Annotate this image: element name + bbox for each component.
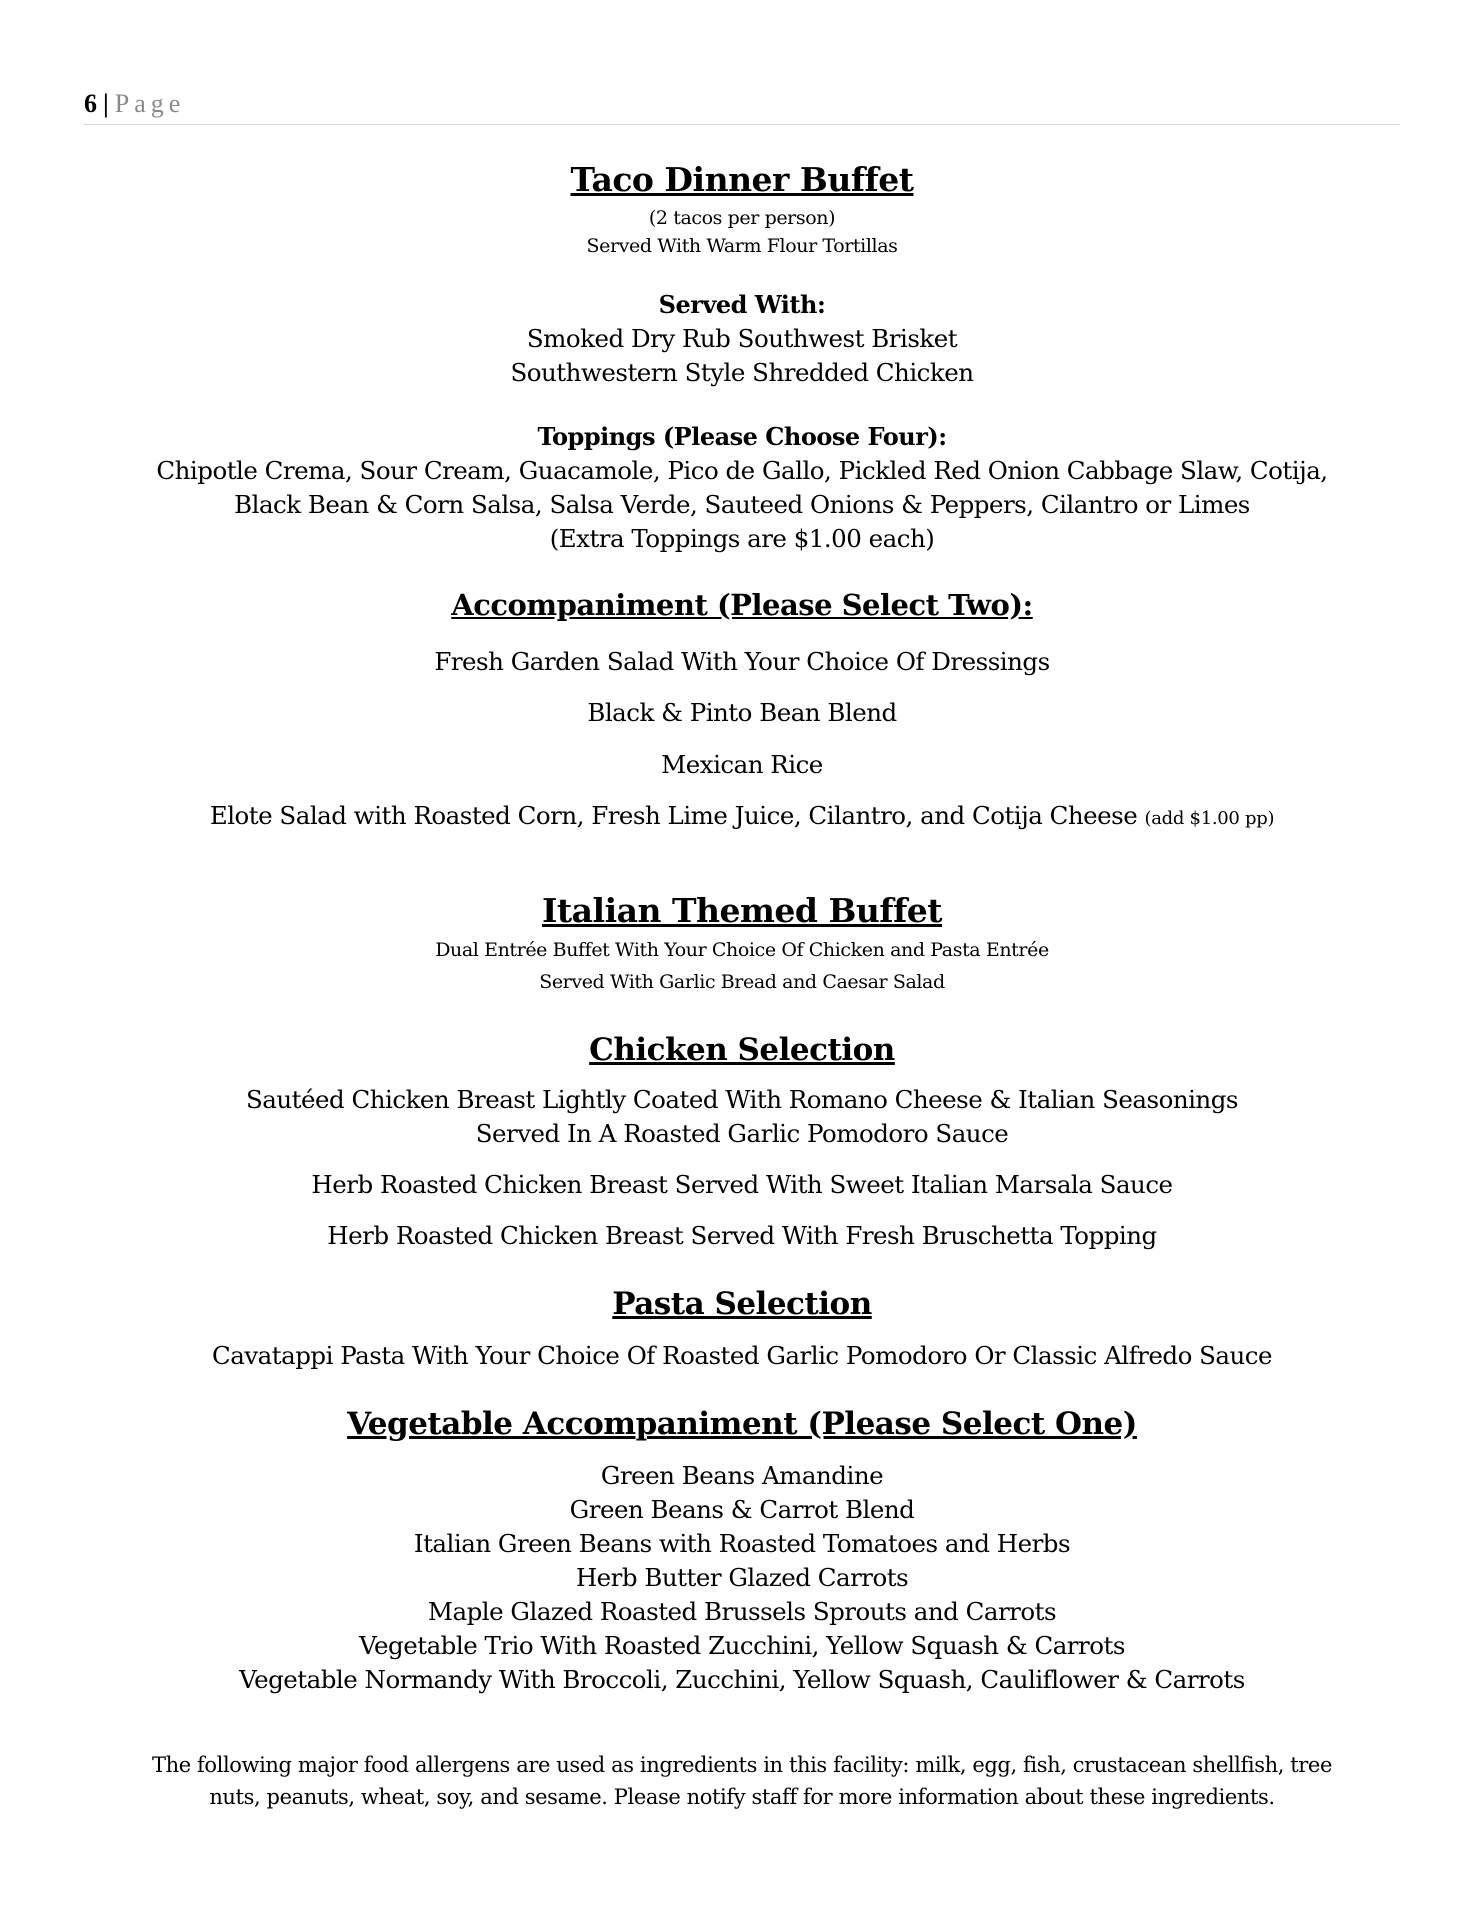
allergen-line: The following major food allergens are used as ingredients in this facility: milk, egg, fish, crustacean shellfish, tree (152, 1753, 1332, 1777)
page-word: Page (114, 89, 186, 118)
italian-title: Italian Themed Buffet (541, 891, 943, 930)
accompaniment-title-block (0, 584, 1484, 626)
italian-subtitle-2: Served With Garlic Bread and Caesar Salad (539, 971, 945, 993)
pasta-item: Cavatappi Pasta With Your Choice Of Roasted Garlic Pomodoro Or Classic Alfredo Sauce (211, 1341, 1273, 1370)
chicken-item-2 (0, 1168, 1484, 1202)
taco-toppings (0, 420, 1484, 556)
taco-subtitle-block (0, 204, 1484, 260)
veg-list (0, 1459, 1484, 1697)
accompaniment-item-3 (0, 748, 1484, 782)
served-item: Southwestern Style Shredded Chicken (510, 358, 974, 387)
chicken-selection-title: Chicken Selection (589, 1032, 895, 1068)
toppings-line: Black Bean & Corn Salsa, Salsa Verde, Sauteed Onions & Peppers, Cilantro or Limes (234, 490, 1250, 519)
toppings-label: Toppings (Please Choose Four): (537, 422, 947, 451)
accompaniment-item: Black & Pinto Bean Blend (587, 698, 897, 727)
toppings-line: Chipotle Crema, Sour Cream, Guacamole, Pico de Gallo, Pickled Red Onion Cabbage Slaw, Cotija, (156, 456, 1328, 485)
header-separator: | (103, 89, 109, 118)
italian-subtitle-1: Dual Entrée Buffet With Your Choice Of Chicken and Pasta Entrée (435, 939, 1049, 961)
veg-item: Italian Green Beans with Roasted Tomatoes and Herbs (413, 1529, 1071, 1558)
page-header (84, 88, 1400, 125)
veg-item: Herb Butter Glazed Carrots (575, 1563, 909, 1592)
served-with-label: Served With: (658, 290, 826, 319)
taco-subtitle-2: Served With Warm Flour Tortillas (586, 235, 898, 257)
toppings-extra-note: (Extra Toppings are $1.00 each) (549, 524, 935, 553)
pasta-item-block (0, 1339, 1484, 1373)
served-item: Smoked Dry Rub Southwest Brisket (526, 324, 958, 353)
taco-subtitle-1: (2 tacos per person) (648, 207, 836, 229)
elote-salad-item: Elote Salad with Roasted Corn, Fresh Lime Juice, Cilantro, and Cotija Cheese (209, 801, 1138, 830)
chicken-item-1 (0, 1083, 1484, 1151)
allergen-line: nuts, peanuts, wheat, soy, and sesame. Please notify staff for more information about these ingredients. (209, 1785, 1275, 1809)
accompaniment-item-1 (0, 645, 1484, 679)
taco-title: Taco Dinner Buffet (570, 160, 914, 199)
veg-item: Green Beans Amandine (600, 1461, 884, 1490)
veg-item: Green Beans & Carrot Blend (569, 1495, 915, 1524)
page-number: 6 (84, 89, 97, 118)
vegetable-accompaniment-title: Vegetable Accompaniment (Please Select One) (347, 1406, 1137, 1442)
italian-subtitle-block (0, 934, 1484, 998)
veg-item: Vegetable Trio With Roasted Zucchini, Yellow Squash & Carrots (359, 1631, 1125, 1660)
taco-served-with (0, 288, 1484, 390)
chicken-item: Herb Roasted Chicken Breast Served With Fresh Bruschetta Topping (327, 1221, 1157, 1250)
accompaniment-item: Mexican Rice (661, 750, 823, 779)
taco-title-block (0, 159, 1484, 201)
veg-title-block (0, 1403, 1484, 1445)
accompaniment-item: Fresh Garden Salad With Your Choice Of Dressings (434, 647, 1050, 676)
elote-price-note: (add $1.00 pp) (1144, 808, 1275, 829)
accompaniment-item-4 (0, 799, 1484, 836)
chicken-title-block (0, 1029, 1484, 1071)
chicken-item: Sautéed Chicken Breast Lightly Coated With Romano Cheese & Italian Seasonings (246, 1085, 1238, 1114)
italian-title-block (0, 890, 1484, 932)
chicken-item: Herb Roasted Chicken Breast Served With Sweet Italian Marsala Sauce (311, 1170, 1173, 1199)
allergen-notice (0, 1749, 1484, 1813)
veg-item: Vegetable Normandy With Broccoli, Zucchini, Yellow Squash, Cauliflower & Carrots (239, 1665, 1245, 1694)
accompaniment-item-2 (0, 696, 1484, 730)
pasta-selection-title: Pasta Selection (612, 1286, 872, 1322)
chicken-item-continued: Served In A Roasted Garlic Pomodoro Sauce (475, 1119, 1009, 1148)
pasta-title-block (0, 1283, 1484, 1325)
accompaniment-title: Accompaniment (Please Select Two): (451, 588, 1033, 622)
chicken-item-3 (0, 1219, 1484, 1253)
veg-item: Maple Glazed Roasted Brussels Sprouts and Carrots (427, 1597, 1057, 1626)
